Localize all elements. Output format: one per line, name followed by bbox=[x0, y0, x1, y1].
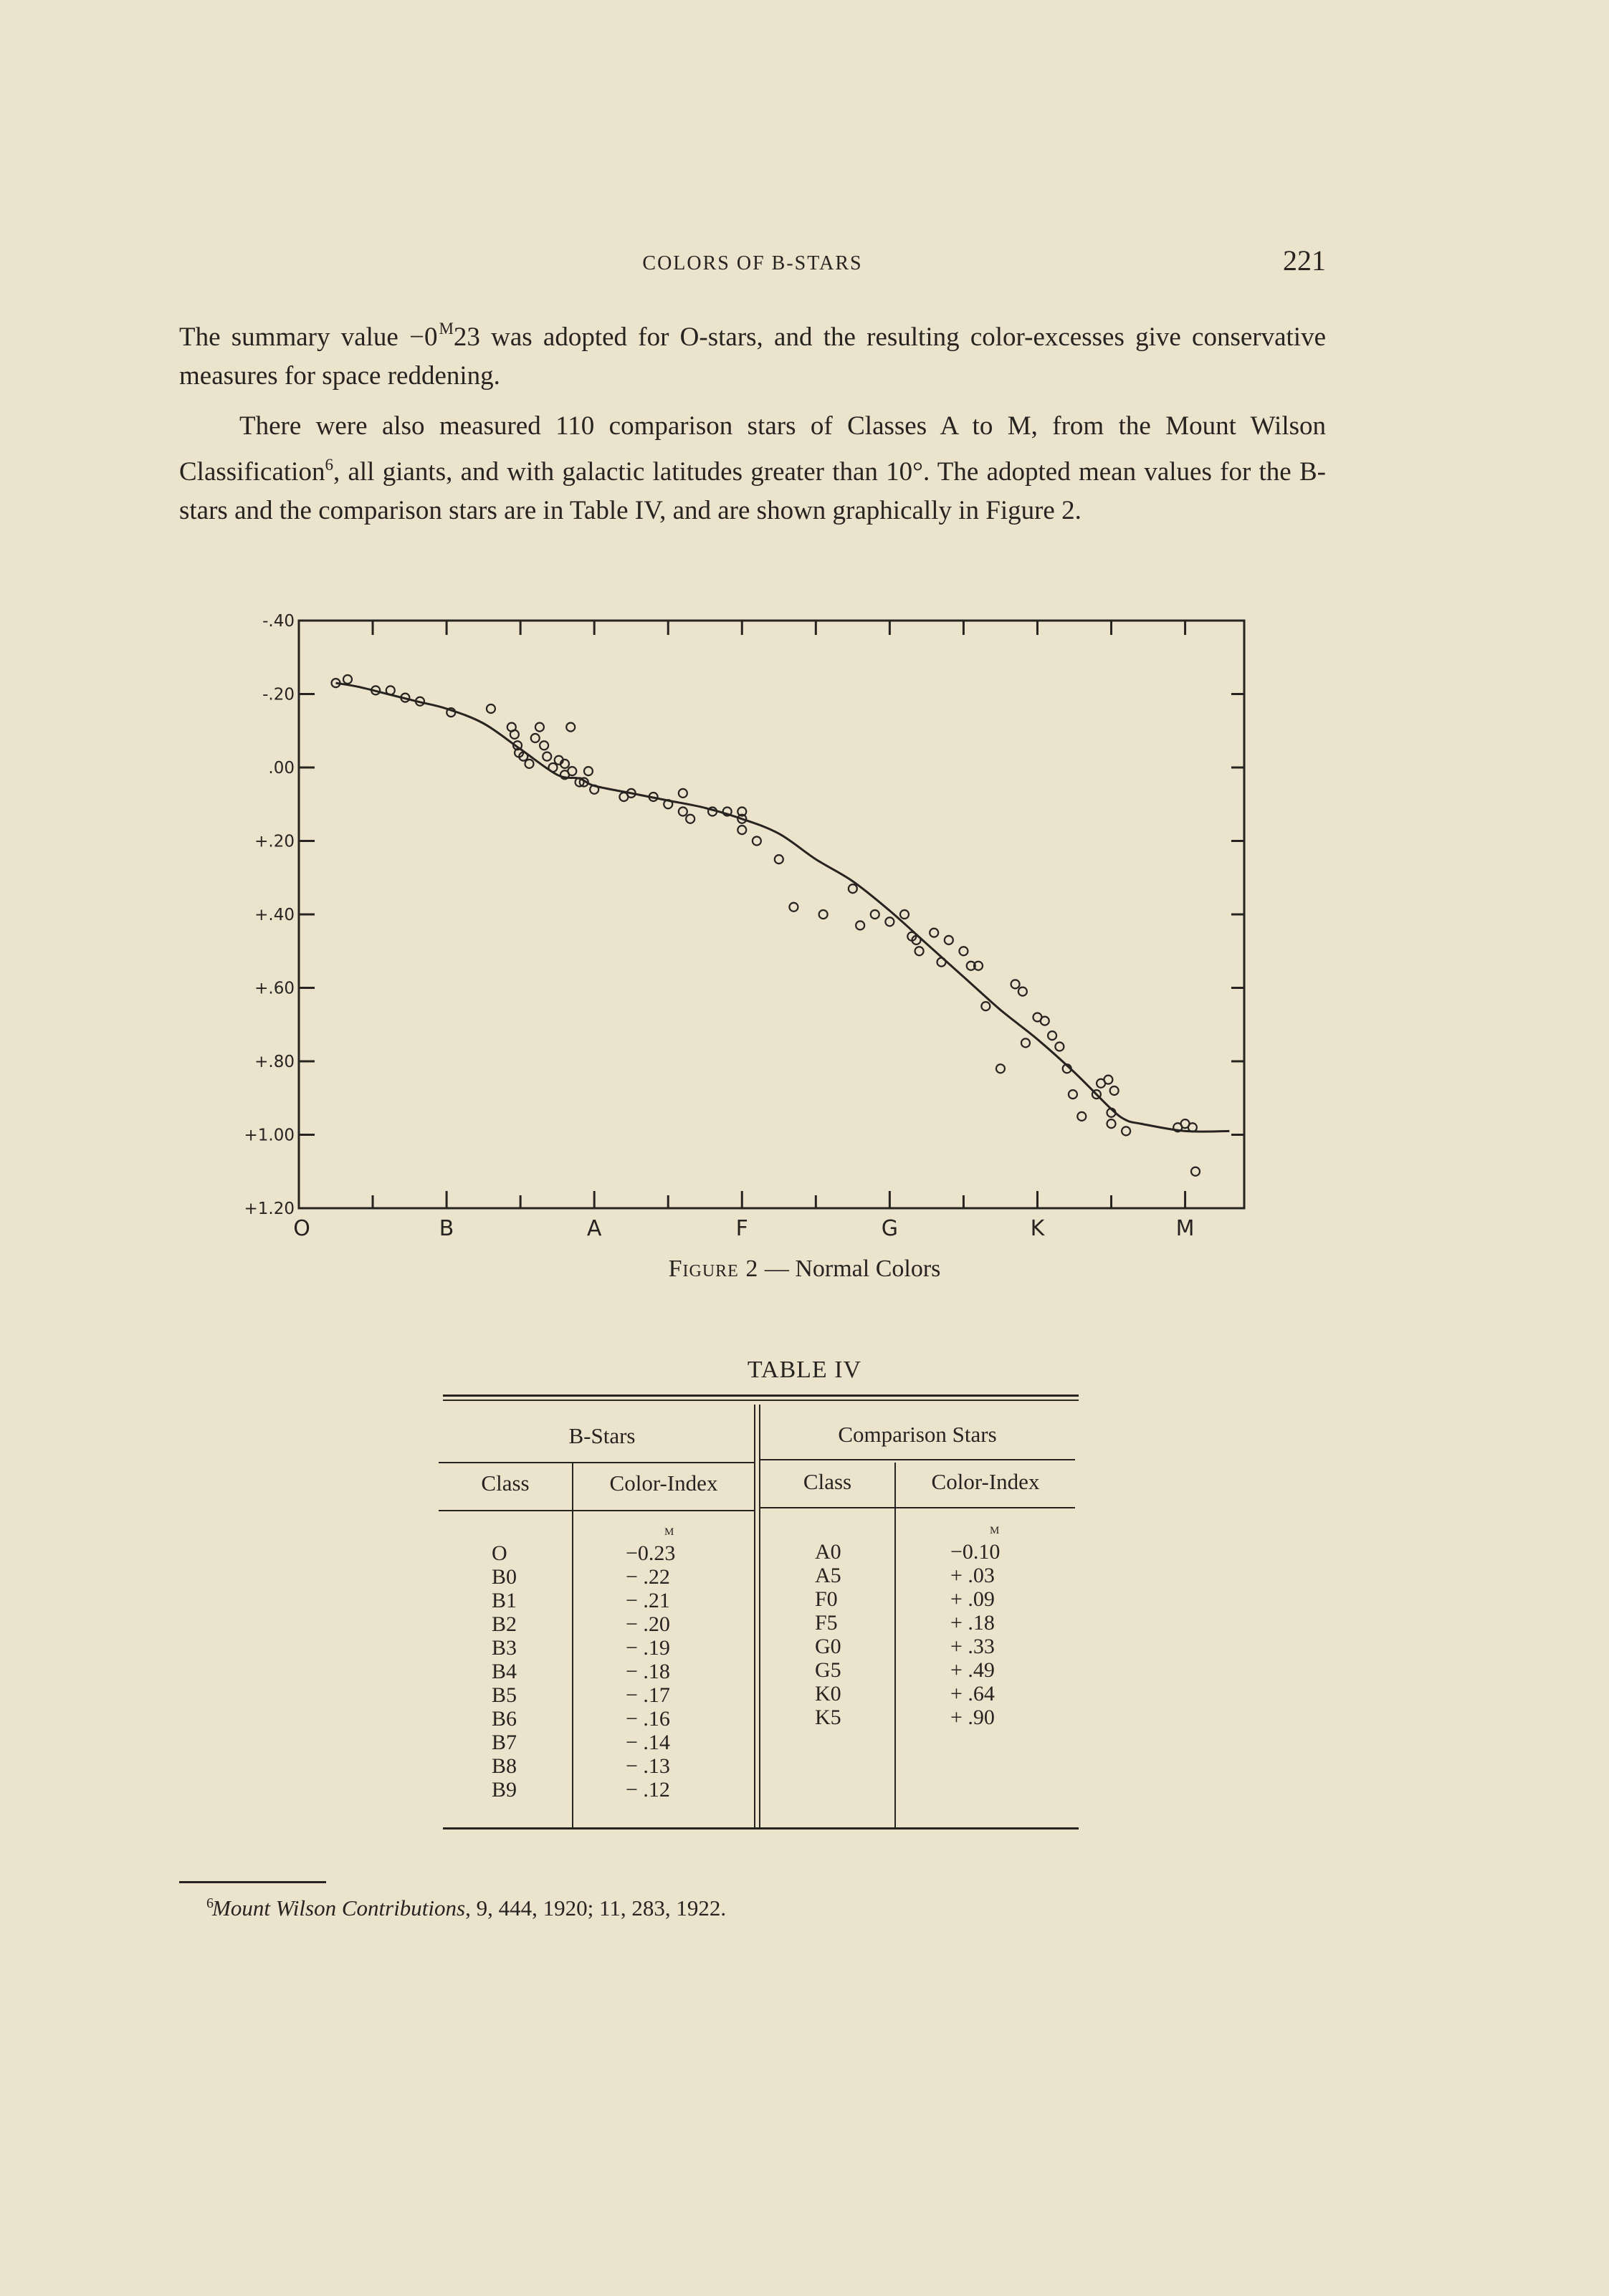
table-cell-color-index: + .09 bbox=[950, 1587, 995, 1611]
table-bottom-rule bbox=[443, 1827, 1079, 1829]
data-point bbox=[343, 675, 352, 684]
page-number: 221 bbox=[1283, 244, 1326, 277]
table-cell-color-index: − .13 bbox=[626, 1754, 670, 1778]
data-point bbox=[1048, 1031, 1056, 1040]
table-cell-color-index: + .18 bbox=[950, 1611, 995, 1635]
table-cell-color-index: − .19 bbox=[626, 1636, 670, 1660]
data-point bbox=[959, 947, 968, 955]
table-cell-color-index: + .03 bbox=[950, 1564, 995, 1587]
table-cell-class: F0 bbox=[815, 1587, 838, 1611]
data-point bbox=[525, 760, 534, 768]
b-stars-group-rule bbox=[439, 1462, 755, 1463]
y-tick-label: +.40 bbox=[254, 906, 295, 924]
y-tick-label: +.80 bbox=[254, 1053, 295, 1071]
table-cell-color-index: + .33 bbox=[950, 1635, 995, 1658]
paragraph-1-rest: 23 was adopted for O-stars, and the resulting color-excesses give conservative measures for space reddening. bbox=[179, 322, 1326, 391]
data-point bbox=[856, 921, 864, 929]
data-point bbox=[510, 730, 519, 739]
data-point bbox=[543, 752, 551, 761]
comparison-color-index-column bbox=[950, 1540, 1000, 1729]
data-point bbox=[584, 767, 593, 775]
table-cell-color-index: + .64 bbox=[950, 1682, 995, 1706]
table-group-divider-2 bbox=[759, 1405, 760, 1827]
table-cell-color-index: − .14 bbox=[626, 1731, 670, 1754]
magnitude-superscript: M bbox=[439, 320, 454, 338]
x-class-label: G bbox=[881, 1216, 898, 1241]
table-col-divider-right bbox=[894, 1463, 896, 1827]
footnote-rest: , 9, 444, 1920; 11, 283, 1922. bbox=[465, 1895, 727, 1920]
data-point bbox=[789, 903, 798, 912]
y-tick-label: +.20 bbox=[254, 832, 295, 851]
data-point bbox=[849, 884, 857, 893]
footnote-source: Mount Wilson Contributions bbox=[212, 1895, 466, 1920]
fitted-curve bbox=[336, 683, 1230, 1132]
table-cell-class: B8 bbox=[492, 1754, 517, 1778]
data-point bbox=[548, 763, 557, 772]
table-cell-color-index: −0.23 bbox=[626, 1541, 676, 1565]
comparison-class-column bbox=[815, 1540, 841, 1729]
data-point bbox=[1018, 987, 1027, 996]
table-cell-class: A0 bbox=[815, 1540, 841, 1564]
data-point bbox=[531, 734, 540, 742]
column-header-class-b: Class bbox=[481, 1470, 530, 1496]
data-point bbox=[487, 704, 495, 713]
plot-frame bbox=[299, 621, 1244, 1208]
paragraph-2-start: There were also measured 110 comparison stars of Classes A to M, from the Mount Wilson Classification bbox=[179, 411, 1326, 487]
y-tick-label: .00 bbox=[268, 759, 295, 778]
running-title: COLORS OF B-STARS bbox=[642, 252, 863, 274]
table-cell-color-index: − .16 bbox=[626, 1707, 670, 1731]
table-cell-class: B6 bbox=[492, 1707, 517, 1731]
x-class-label: F bbox=[735, 1216, 748, 1241]
paragraph-1-start: The summary value −0 bbox=[179, 322, 438, 352]
b-stars-class-column bbox=[492, 1541, 517, 1802]
y-tick-label: -.20 bbox=[262, 685, 295, 704]
table-cell-class: A5 bbox=[815, 1564, 841, 1587]
data-point bbox=[679, 789, 687, 798]
data-point bbox=[386, 686, 395, 694]
table-top-rule bbox=[443, 1395, 1079, 1397]
data-point bbox=[819, 910, 828, 919]
table-cell-class: B5 bbox=[492, 1683, 517, 1707]
table-cell-color-index: + .49 bbox=[950, 1658, 995, 1682]
b-stars-color-index-column bbox=[626, 1541, 675, 1802]
table-col-divider-left bbox=[572, 1463, 573, 1827]
footnote-mark: 6 bbox=[206, 1895, 214, 1911]
data-point bbox=[1104, 1076, 1112, 1084]
figure-caption-text: — Normal Colors bbox=[758, 1255, 941, 1282]
data-point bbox=[540, 741, 548, 750]
data-point bbox=[1110, 1086, 1119, 1095]
table-cell-color-index: − .22 bbox=[626, 1565, 670, 1589]
table-cell-class: B7 bbox=[492, 1731, 517, 1754]
table-top-rule-2 bbox=[443, 1400, 1079, 1401]
data-point bbox=[1041, 1017, 1049, 1025]
unit-mark-b: M bbox=[664, 1526, 674, 1538]
group-header-b-stars: B-Stars bbox=[568, 1423, 636, 1448]
data-point bbox=[937, 958, 946, 967]
data-point bbox=[1055, 1043, 1064, 1051]
table-cell-class: F5 bbox=[815, 1611, 838, 1635]
y-tick-label: -.40 bbox=[262, 612, 295, 631]
x-class-label: O bbox=[293, 1216, 310, 1241]
x-class-label: K bbox=[1030, 1216, 1045, 1241]
table-cell-color-index: − .12 bbox=[626, 1778, 670, 1802]
table-cell-color-index: − .18 bbox=[626, 1660, 670, 1683]
data-point bbox=[885, 917, 894, 926]
x-class-label: A bbox=[586, 1216, 602, 1241]
table-cell-class: B3 bbox=[492, 1636, 517, 1660]
data-point bbox=[686, 815, 694, 823]
x-class-label: B bbox=[439, 1216, 454, 1241]
table-cell-color-index: − .20 bbox=[626, 1612, 670, 1636]
table-cell-class: G0 bbox=[815, 1635, 841, 1658]
figure-caption-label: Figure 2 bbox=[668, 1255, 759, 1282]
footnote-reference: 6 bbox=[325, 456, 333, 474]
data-point bbox=[930, 929, 938, 937]
data-point bbox=[535, 723, 544, 732]
data-point bbox=[1021, 1038, 1030, 1047]
footnote-rule bbox=[179, 1881, 326, 1883]
data-point bbox=[753, 837, 761, 846]
table-cell-class: B9 bbox=[492, 1778, 517, 1802]
data-point bbox=[996, 1064, 1005, 1073]
data-point bbox=[1069, 1090, 1077, 1099]
table-cell-class: B0 bbox=[492, 1565, 517, 1589]
data-point bbox=[915, 947, 924, 955]
data-point bbox=[679, 808, 687, 816]
y-tick-label: +1.20 bbox=[244, 1200, 295, 1218]
comparison-group-rule bbox=[760, 1459, 1075, 1460]
data-point bbox=[981, 1002, 990, 1010]
data-point bbox=[1077, 1112, 1086, 1121]
table-cell-color-index: − .17 bbox=[626, 1683, 670, 1707]
paragraph-2-rest: , all giants, and with galactic latitudes greater than 10°. The adopted mean values for the B-stars and the comparison stars are in Table IV, and are shown graphically in Figure 2. bbox=[179, 457, 1326, 525]
data-point bbox=[1191, 1167, 1200, 1176]
table-cell-color-index: + .90 bbox=[950, 1706, 995, 1729]
table-cell-class: K0 bbox=[815, 1682, 841, 1706]
table-cell-class: O bbox=[492, 1541, 507, 1565]
comparison-header-rule bbox=[760, 1507, 1075, 1508]
y-tick-label: +.60 bbox=[254, 979, 295, 998]
figure-caption bbox=[0, 1255, 1609, 1283]
data-point bbox=[1011, 980, 1020, 988]
data-point bbox=[945, 936, 953, 944]
group-header-comparison-stars: Comparison Stars bbox=[838, 1422, 997, 1447]
table-cell-class: K5 bbox=[815, 1706, 841, 1729]
x-class-label: M bbox=[1175, 1216, 1195, 1241]
table-group-divider bbox=[754, 1405, 755, 1827]
table-cell-color-index: −0.10 bbox=[950, 1540, 1001, 1564]
data-point bbox=[871, 910, 879, 919]
b-stars-header-rule bbox=[439, 1510, 755, 1511]
data-point bbox=[737, 826, 746, 834]
data-point bbox=[566, 723, 575, 732]
column-header-class-comparison: Class bbox=[803, 1469, 852, 1494]
table-cell-class: G5 bbox=[815, 1658, 841, 1682]
unit-mark-comparison: M bbox=[990, 1525, 1000, 1536]
data-point bbox=[775, 855, 783, 864]
table-cell-class: B4 bbox=[492, 1660, 517, 1683]
y-tick-label: +1.00 bbox=[244, 1126, 295, 1145]
table-cell-color-index: − .21 bbox=[626, 1589, 670, 1612]
column-header-color-index-comparison: Color-Index bbox=[931, 1469, 1040, 1494]
data-point bbox=[1107, 1119, 1116, 1128]
footnote bbox=[206, 1895, 727, 1921]
table-title: TABLE IV bbox=[747, 1357, 862, 1383]
table-cell-class: B2 bbox=[492, 1612, 517, 1636]
data-point bbox=[1122, 1127, 1130, 1135]
data-point bbox=[568, 767, 576, 775]
column-header-color-index-b: Color-Index bbox=[609, 1470, 718, 1496]
table-cell-class: B1 bbox=[492, 1589, 517, 1612]
data-point bbox=[900, 910, 909, 919]
